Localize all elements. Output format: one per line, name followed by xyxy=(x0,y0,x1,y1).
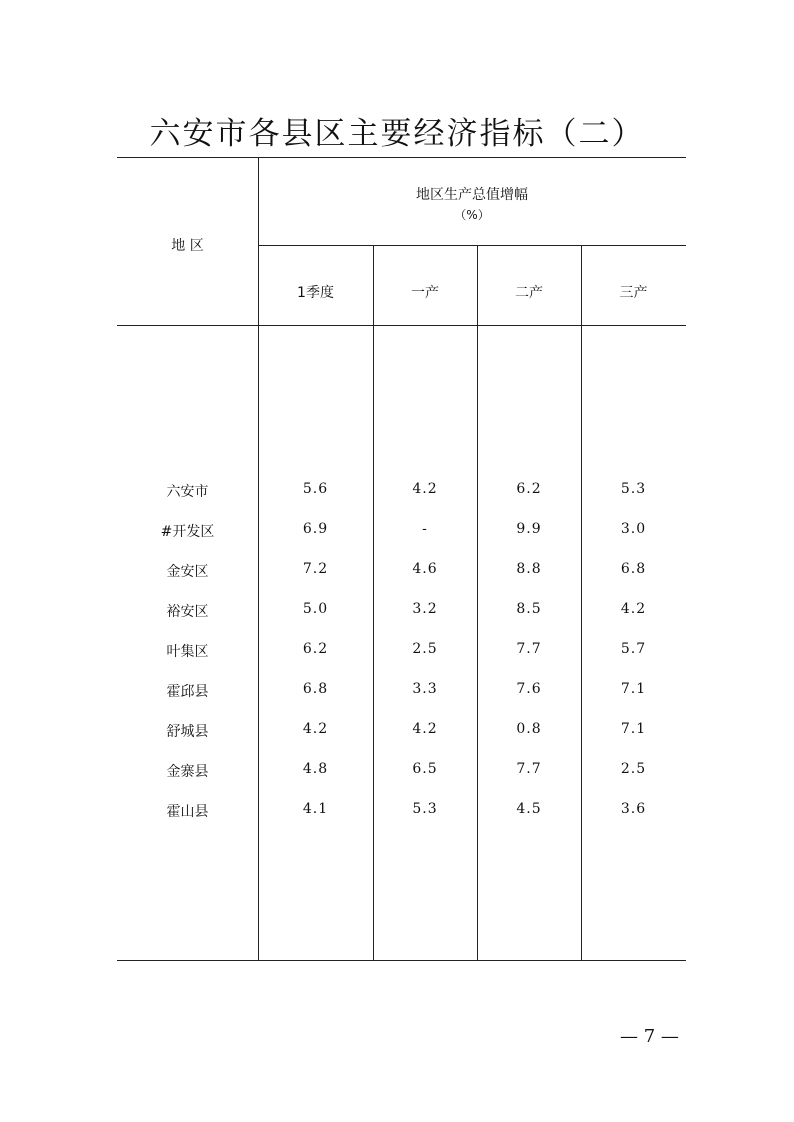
gdp-growth-header: 地区生产总值增幅 xyxy=(416,187,528,203)
page-title: 六安市各县区主要经济指标（二） xyxy=(149,116,645,152)
value-cell: 6.8 xyxy=(620,561,647,577)
column-header-q1: 1季度 xyxy=(297,285,334,301)
value-cell: 6.2 xyxy=(516,481,542,497)
value-cell: 4.2 xyxy=(412,721,438,737)
value-cell: 3.2 xyxy=(412,601,438,617)
value-cell: 3.6 xyxy=(620,801,647,817)
value-cell: 2.5 xyxy=(412,641,438,657)
region-header: 地 区 xyxy=(171,238,204,254)
value-cell: 6.2 xyxy=(302,641,329,657)
region-name: 金寨县 xyxy=(166,764,209,780)
value-cell: - xyxy=(422,521,428,537)
region-name: #开发区 xyxy=(160,524,215,540)
value-cell: 9.9 xyxy=(516,521,542,537)
value-cell: 7.7 xyxy=(516,641,542,657)
region-name: 霍邱县 xyxy=(166,684,209,700)
value-cell: 0.8 xyxy=(516,721,542,737)
value-cell: 5.3 xyxy=(412,801,438,817)
value-cell: 7.1 xyxy=(620,721,647,737)
value-cell: 5.6 xyxy=(302,481,329,497)
value-cell: 7.2 xyxy=(302,561,329,577)
value-cell: 7.1 xyxy=(620,681,647,697)
value-cell: 7.6 xyxy=(516,681,542,697)
group-header-rule xyxy=(258,245,686,246)
value-cell: 4.1 xyxy=(302,801,329,817)
value-cell: 4.2 xyxy=(412,481,438,497)
region-name: 金安区 xyxy=(166,564,209,580)
value-cell: 4.5 xyxy=(516,801,542,817)
value-cell: 8.5 xyxy=(516,601,542,617)
value-cell: 6.5 xyxy=(412,761,438,777)
value-cell: 8.8 xyxy=(516,561,542,577)
value-cell: 2.5 xyxy=(620,761,647,777)
region-name: 叶集区 xyxy=(166,644,209,660)
unit-label: （%） xyxy=(454,208,490,222)
value-cell: 5.0 xyxy=(302,601,329,617)
page-number: — 7 — xyxy=(620,1026,679,1047)
column-header-primary: 一产 xyxy=(411,285,439,301)
region-column-rule xyxy=(258,157,259,960)
value-cell: 4.2 xyxy=(620,601,647,617)
value-cell: 5.7 xyxy=(620,641,647,657)
region-name: 霍山县 xyxy=(166,804,209,820)
column-header-secondary: 二产 xyxy=(515,285,543,301)
header-bottom-rule xyxy=(117,325,686,326)
region-name: 舒城县 xyxy=(166,724,209,740)
value-cell: 7.7 xyxy=(516,761,542,777)
value-cell: 4.8 xyxy=(302,761,329,777)
value-cell: 5.3 xyxy=(620,481,647,497)
table-top-rule xyxy=(117,157,686,158)
value-cell: 4.2 xyxy=(302,721,329,737)
region-name: 六安市 xyxy=(166,484,209,500)
value-cell: 6.8 xyxy=(302,681,329,697)
value-cell: 3.0 xyxy=(620,521,647,537)
table-bottom-rule xyxy=(117,960,686,961)
value-cell: 6.9 xyxy=(302,521,329,537)
column-header-tertiary: 三产 xyxy=(619,285,648,301)
value-cell: 4.6 xyxy=(412,561,438,577)
value-cell: 3.3 xyxy=(412,681,438,697)
region-name: 裕安区 xyxy=(166,604,209,620)
